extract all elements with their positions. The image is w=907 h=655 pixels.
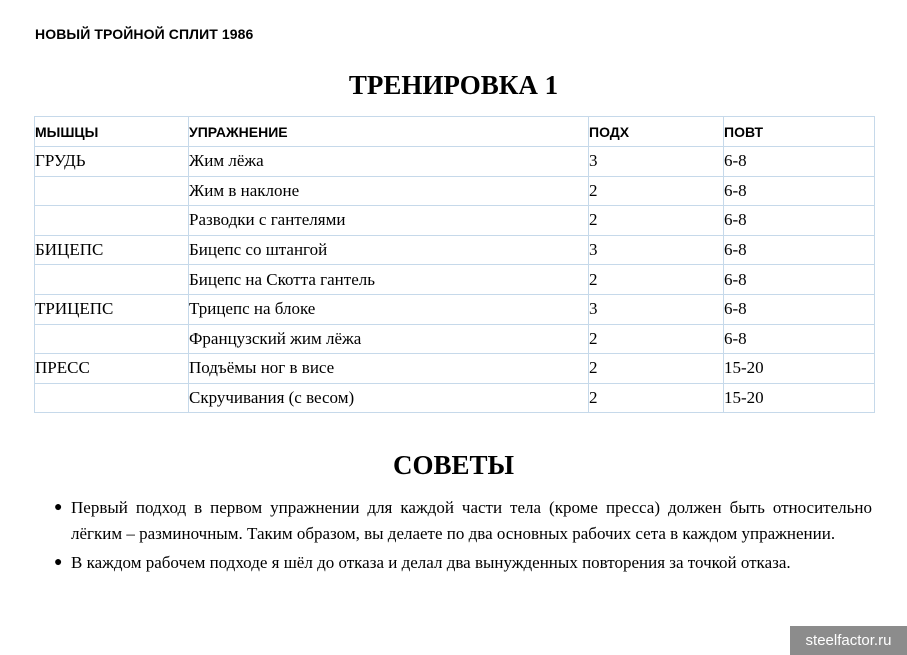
exercise-cell: Жим в наклоне (189, 176, 589, 206)
bullet-icon: ● (54, 555, 63, 570)
tip-text: Первый подход в первом упражнении для каждой части тела (кроме пресса) должен быть относительно лёгким – разминочным. Таким образом, вы делаете по два основных рабочих сета в каждом упражнении. (71, 498, 872, 543)
workout-title: ТРЕНИРОВКА 1 (348, 70, 559, 100)
exercise-cell: Французский жим лёжа (189, 324, 589, 354)
muscle-cell: ПРЕСС (35, 354, 189, 384)
table-row (35, 383, 875, 413)
sets-cell: 2 (589, 206, 724, 236)
reps-cell: 15-20 (724, 354, 875, 384)
reps-cell: 6-8 (724, 147, 875, 177)
table-row (35, 265, 875, 295)
reps-cell: 6-8 (724, 294, 875, 324)
watermark: steelfactor.ru (790, 626, 907, 655)
exercise-cell: Трицепс на блоке (189, 294, 589, 324)
reps-cell: 6-8 (724, 176, 875, 206)
muscle-cell (35, 265, 189, 295)
header-exercise: УПРАЖНЕНИЕ (189, 117, 589, 147)
sets-cell: 3 (589, 294, 724, 324)
table-row (35, 206, 875, 236)
exercise-cell: Скручивания (с весом) (189, 383, 589, 413)
muscle-cell: ГРУДЬ (35, 147, 189, 177)
bullet-icon: ● (54, 500, 63, 515)
reps-cell: 6-8 (724, 324, 875, 354)
exercise-cell: Бицепс со штангой (189, 235, 589, 265)
sets-cell: 3 (589, 147, 724, 177)
exercise-cell: Жим лёжа (189, 147, 589, 177)
table-row (35, 235, 875, 265)
reps-cell: 6-8 (724, 235, 875, 265)
sets-cell: 2 (589, 383, 724, 413)
reps-cell: 15-20 (724, 383, 875, 413)
table-header-row (35, 117, 875, 147)
header-muscles: МЫШЦЫ (35, 117, 189, 147)
exercise-cell: Бицепс на Скотта гантель (189, 265, 589, 295)
muscle-cell: БИЦЕПС (35, 235, 189, 265)
header-reps: ПОВТ (724, 117, 875, 147)
tips-title: СОВЕТЫ (392, 450, 515, 480)
sets-cell: 2 (589, 265, 724, 295)
header-sets: ПОДХ (589, 117, 724, 147)
muscle-cell (35, 176, 189, 206)
muscle-cell (35, 324, 189, 354)
sets-cell: 3 (589, 235, 724, 265)
sets-cell: 2 (589, 176, 724, 206)
table-row (35, 176, 875, 206)
table-row (35, 324, 875, 354)
document-header: НОВЫЙ ТРОЙНОЙ СПЛИТ 1986 (35, 26, 254, 42)
workout-table (34, 116, 875, 413)
reps-cell: 6-8 (724, 206, 875, 236)
tip-item (54, 495, 872, 547)
table-row (35, 294, 875, 324)
muscle-cell (35, 206, 189, 236)
exercise-cell: Разводки с гантелями (189, 206, 589, 236)
muscle-cell (35, 383, 189, 413)
table-row (35, 147, 875, 177)
sets-cell: 2 (589, 324, 724, 354)
tip-item (54, 550, 872, 576)
exercise-cell: Подъёмы ног в висе (189, 354, 589, 384)
muscle-cell: ТРИЦЕПС (35, 294, 189, 324)
tips-list (54, 495, 872, 579)
tip-text: В каждом рабочем подходе я шёл до отказа и делал два вынужденных повторения за точкой отказа. (71, 553, 791, 572)
reps-cell: 6-8 (724, 265, 875, 295)
sets-cell: 2 (589, 354, 724, 384)
table-row (35, 354, 875, 384)
